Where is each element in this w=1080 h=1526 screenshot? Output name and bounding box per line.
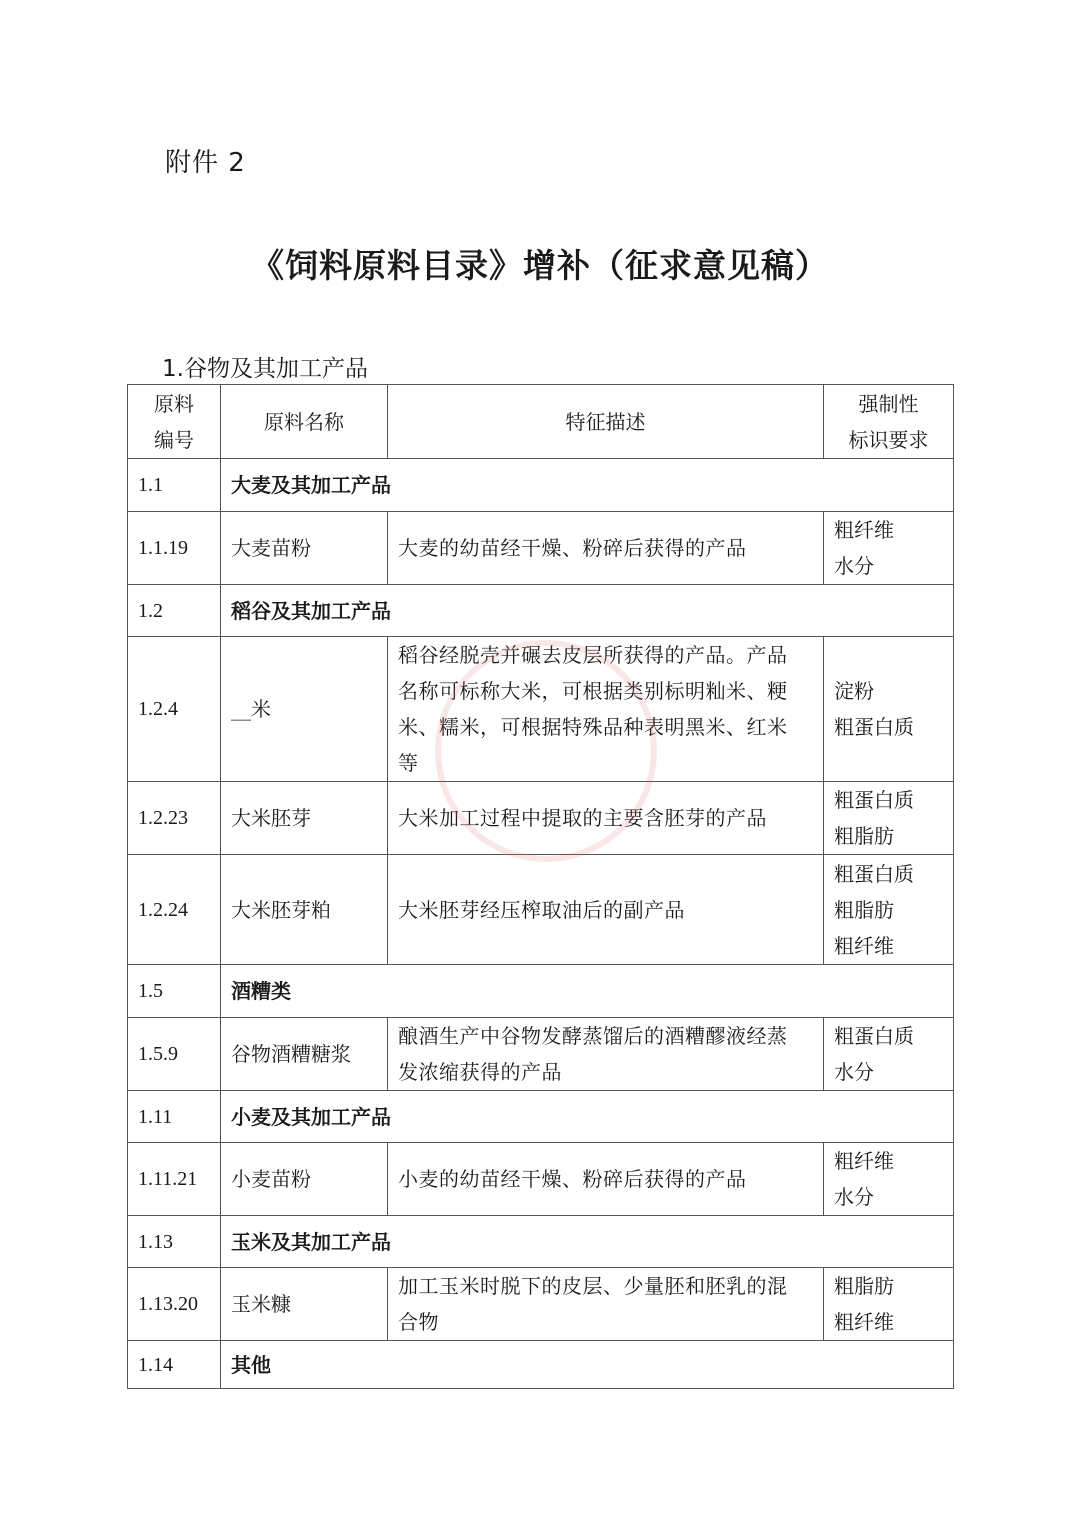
- header-code: 原料 编号: [128, 385, 221, 459]
- mandatory-label-requirements: [824, 512, 954, 585]
- description-line: 米、糯米，可根据特殊品种表明黑米、红米: [398, 715, 788, 739]
- requirement-item: 淀粉: [834, 679, 874, 703]
- table-row: [128, 1143, 954, 1216]
- section-title: 1.谷物及其加工产品: [162, 356, 368, 382]
- description-line: 酿酒生产中谷物发酵蒸馏后的酒糟醪液经蒸: [398, 1024, 788, 1048]
- description-line: 大麦的幼苗经干燥、粉碎后获得的产品: [398, 536, 747, 560]
- material-name: 大米胚芽粕: [221, 855, 388, 965]
- table-group-row: [128, 1091, 954, 1143]
- table-body: [128, 459, 954, 1389]
- requirement-item: 粗蛋白质: [834, 715, 914, 739]
- requirement-item: 水分: [834, 1185, 874, 1209]
- requirement-item: 水分: [834, 554, 874, 578]
- material-name: 玉米糠: [221, 1268, 388, 1341]
- material-description: [388, 1143, 824, 1216]
- table-row: [128, 1018, 954, 1091]
- row-code: 1.13.20: [128, 1268, 221, 1341]
- header-name: 原料名称: [221, 385, 388, 459]
- description-line: 小麦的幼苗经干燥、粉碎后获得的产品: [398, 1167, 747, 1191]
- material-description: [388, 512, 824, 585]
- row-code: 1.2: [128, 585, 221, 637]
- mandatory-label-requirements: [824, 782, 954, 855]
- material-name: __米: [221, 637, 388, 782]
- mandatory-label-requirements: [824, 1018, 954, 1091]
- mandatory-label-requirements: [824, 1268, 954, 1341]
- requirement-item: 粗纤维: [834, 1149, 894, 1173]
- table-group-row: [128, 1216, 954, 1268]
- material-description: [388, 1018, 824, 1091]
- header-desc: 特征描述: [388, 385, 824, 459]
- requirement-item: 粗蛋白质: [834, 1024, 914, 1048]
- table-group-row: [128, 1341, 954, 1389]
- group-name: 稻谷及其加工产品: [221, 585, 954, 637]
- requirement-item: 粗脂肪: [834, 1274, 894, 1298]
- material-description: [388, 855, 824, 965]
- document-title: 《饲料原料目录》增补（征求意见稿）: [251, 246, 829, 285]
- description-line: 稻谷经脱壳并碾去皮层所获得的产品。产品: [398, 643, 788, 667]
- requirement-item: 水分: [834, 1060, 874, 1084]
- group-name: 大麦及其加工产品: [221, 459, 954, 512]
- group-name: 小麦及其加工产品: [221, 1091, 954, 1143]
- row-code: 1.11.21: [128, 1143, 221, 1216]
- row-code: 1.1: [128, 459, 221, 512]
- description-line: 大米加工过程中提取的主要含胚芽的产品: [398, 806, 767, 830]
- requirement-item: 粗脂肪: [834, 897, 894, 922]
- group-name: 其他: [221, 1341, 954, 1389]
- description-line: 发浓缩获得的产品: [398, 1060, 562, 1084]
- row-code: 1.2.4: [128, 637, 221, 782]
- requirement-item: 粗纤维: [834, 1310, 894, 1334]
- material-name: 大麦苗粉: [221, 512, 388, 585]
- mandatory-label-requirements: [824, 1143, 954, 1216]
- material-description: [388, 637, 824, 782]
- description-line: 名称可标称大米，可根据类别标明籼米、粳: [398, 679, 788, 703]
- requirement-item: 粗蛋白质: [834, 788, 914, 812]
- row-code: 1.2.23: [128, 782, 221, 855]
- requirement-item: 粗纤维: [834, 933, 894, 958]
- attachment-label: 附件 2: [165, 148, 246, 178]
- material-name: 小麦苗粉: [221, 1143, 388, 1216]
- table-header-row: [128, 385, 954, 459]
- requirement-item: 粗蛋白质: [834, 861, 914, 886]
- row-code: 1.14: [128, 1341, 221, 1389]
- row-code: 1.5.9: [128, 1018, 221, 1091]
- mandatory-label-requirements: [824, 637, 954, 782]
- row-code: 1.2.24: [128, 855, 221, 965]
- description-line: 加工玉米时脱下的皮层、少量胚和胚乳的混: [398, 1274, 788, 1298]
- description-line: 大米胚芽经压榨取油后的副产品: [398, 897, 685, 922]
- table-row: [128, 1268, 954, 1341]
- requirement-item: 粗脂肪: [834, 824, 894, 848]
- description-line: 合物: [398, 1310, 439, 1334]
- mandatory-label-requirements: [824, 855, 954, 965]
- row-code: 1.1.19: [128, 512, 221, 585]
- material-description: [388, 1268, 824, 1341]
- feed-material-table: [127, 384, 954, 1389]
- header-req: 强制性 标识要求: [824, 385, 954, 459]
- material-description: [388, 782, 824, 855]
- table-group-row: [128, 585, 954, 637]
- group-name: 玉米及其加工产品: [221, 1216, 954, 1268]
- row-code: 1.11: [128, 1091, 221, 1143]
- requirement-item: 粗纤维: [834, 518, 894, 542]
- material-name: 谷物酒糟糖浆: [221, 1018, 388, 1091]
- description-line: 等: [398, 751, 419, 775]
- material-name: 大米胚芽: [221, 782, 388, 855]
- row-code: 1.13: [128, 1216, 221, 1268]
- table-row: [128, 855, 954, 965]
- table-group-row: [128, 965, 954, 1018]
- table-row: [128, 637, 954, 782]
- table-group-row: [128, 459, 954, 512]
- row-code: 1.5: [128, 965, 221, 1018]
- group-name: 酒糟类: [221, 965, 954, 1018]
- table-row: [128, 782, 954, 855]
- table-row: [128, 512, 954, 585]
